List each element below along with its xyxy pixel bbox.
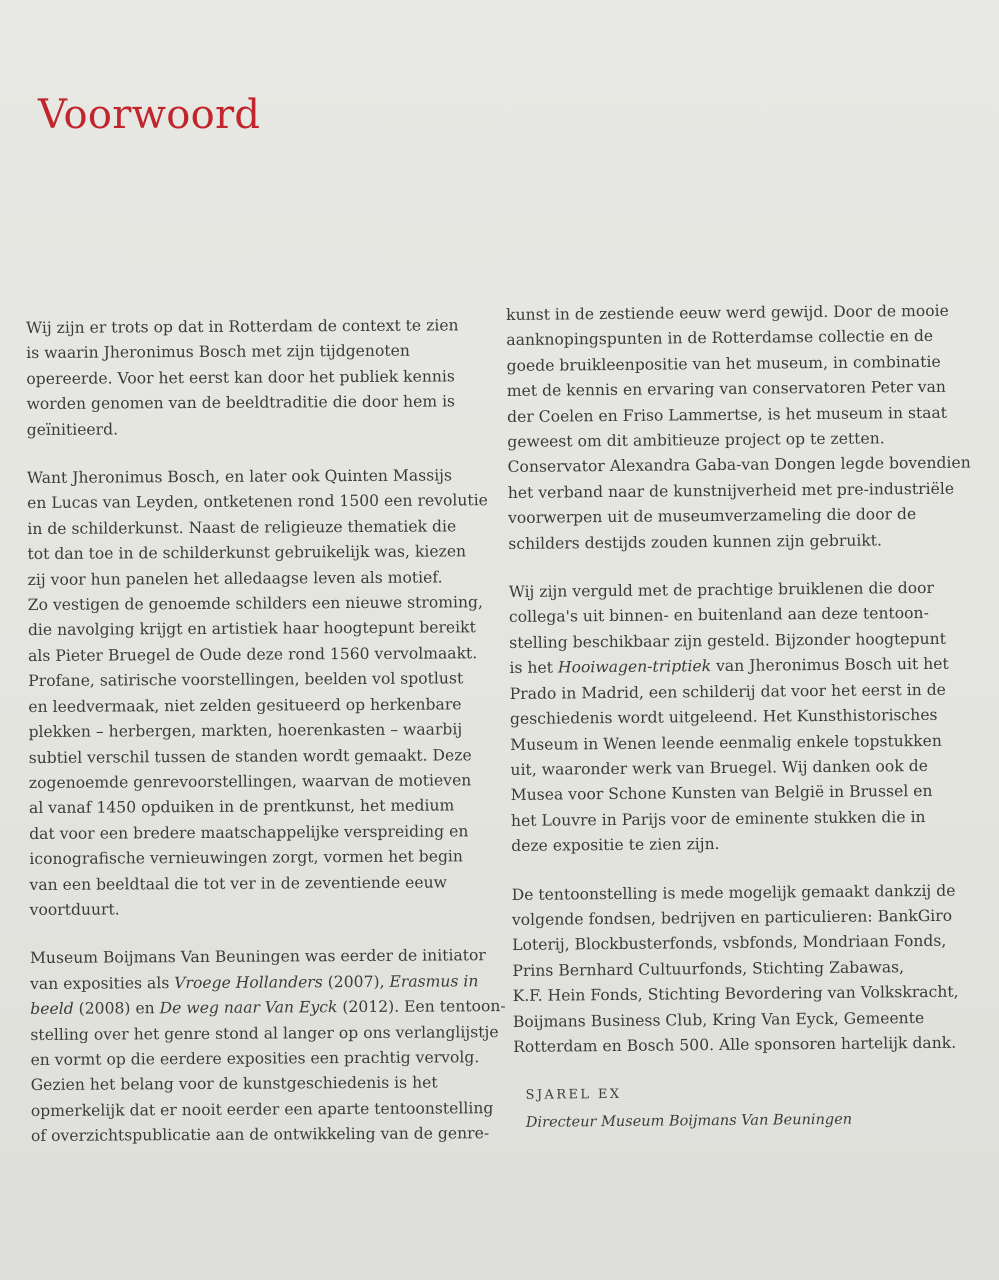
text-line: met de kennis en ervaring van conservatoren Peter van (506, 378, 946, 401)
text-line: dat voor een bredere maatschappelijke verspreiding en (29, 822, 469, 843)
text-line: opmerkelijk dat er nooit eerder een aparte tentoonstelling (30, 1098, 494, 1120)
text-line: het verband naar de kunstnijverheid met pre-industriële (507, 479, 955, 502)
text-line: Museum Boijmans Van Beuningen was eerder de initiator (29, 946, 486, 968)
text-line: geschiedenis wordt uitgeleend. Het Kunsthistorisches (509, 705, 938, 729)
text-line: De tentoonstelling is mede mogelijk gemaakt dankzij de (511, 881, 956, 904)
text-line: K.F. Hein Fonds, Stichting Bevordering van Volkskracht, (512, 982, 959, 1006)
exhibition-title: De weg naar Van Eyck (159, 998, 338, 1018)
text-line: stelling over het genre stond al langer op ons verlanglijstje (30, 1022, 499, 1044)
text-line: in de schilderkunst. Naast de religieuze thematiek die (27, 517, 457, 538)
text-line: voortduurt. (29, 900, 120, 919)
text-line: deze expositie te zien zijn. (511, 835, 720, 856)
text-line: subtiel verschil tussen de standen wordt gemaakt. Deze (28, 745, 472, 767)
text-line: geweest om dit ambitieuze project op te zetten. (507, 429, 885, 452)
text-line: van exposities als Vroege Hollanders (2007), Erasmus in (30, 971, 479, 993)
exhibition-title: beeld (30, 999, 74, 1019)
signatory-role: Directeur Museum Boijmans Van Beuningen (525, 1111, 853, 1131)
text-line: en Lucas van Leyden, ontketenen rond 1500 een revolutie (27, 491, 488, 513)
text-line: zij voor hun panelen het alledaagse leven als motief. (27, 568, 443, 589)
exhibition-title: Vroege Hollanders (174, 972, 323, 992)
right-column (506, 298, 984, 1136)
text-line: stelling beschikbaar zijn gesteld. Bijzonder hoogtepunt (509, 629, 947, 652)
text-line: die navolging krijgt en artistiek haar hoogtepunt bereikt (27, 618, 476, 640)
text-line: van een beeldtaal die tot ver in de zeventiende eeuw (29, 872, 448, 894)
text-line: schilders destijds zouden kunnen zijn gebruikt. (508, 531, 883, 553)
paragraph-continuation (506, 298, 978, 557)
text-line: en vormt op die eerdere exposities een prachtig vervolg. (30, 1048, 480, 1069)
text-line: volgende fondsen, bedrijven en particulieren: BankGiro (511, 906, 953, 929)
text-line: Loterij, Blockbusterfonds, vsbfonds, Mondriaan Fonds, (512, 932, 947, 955)
page-title: Voorwoord (38, 92, 261, 138)
text-line: Profane, satirische voorstellingen, beelden vol spotlust (28, 669, 464, 691)
text-line: opereerde. Voor het eerst kan door het publiek kennis (26, 367, 455, 388)
text-line: kunst in de zestiende eeuw werd gewijd. Door de mooie (506, 301, 949, 324)
text-line: of overzichtspublicatie aan de ontwikkeling van de genre- (30, 1124, 490, 1146)
text-line: Museum in Wenen leende eenmalig enkele topstukken (510, 731, 942, 754)
text-line: is het Hooiwagen-triptiek van Jheronimus Bosch uit het (509, 655, 949, 678)
left-column (26, 313, 511, 1173)
text-line: collega's uit binnen- en buitenland aan deze tentoon- (508, 604, 929, 627)
text-line: Rotterdam en Bosch 500. Alle sponsoren hartelijk dank. (513, 1033, 957, 1056)
paragraph-intro (26, 313, 507, 443)
text-line: iconografische vernieuwingen zorgt, vormen het begin (29, 847, 464, 869)
text-line: Boijmans Business Club, Kring Van Eyck, Gemeente (512, 1008, 925, 1031)
text-line: geïnitieerd. (26, 420, 119, 439)
text-line: Prins Bernhard Cultuurfonds, Stichting Zabawas, (512, 957, 905, 980)
paragraph-loans (509, 576, 982, 860)
paragraph-museum-history (30, 943, 511, 1149)
text-line: Wij zijn verguld met de prachtige bruiklenen die door (508, 578, 934, 602)
artwork-title: Hooiwagen-triptiek (557, 657, 712, 677)
text-line: is waarin Jheronimus Bosch met zijn tijdgenoten (26, 342, 410, 363)
text-line: tot dan toe in de schilderkunst gebruikelijk was, kiezen (27, 542, 467, 564)
text-line: en leedvermaak, niet zelden gesitueerd op herkenbare (28, 695, 462, 716)
text-line: aanknopingspunten in de Rotterdamse collectie en de (506, 327, 934, 350)
text-line: Prado in Madrid, een schilderij dat voor het eerst in de (509, 680, 946, 703)
paragraph-sponsors (512, 878, 984, 1060)
text-line: Want Jheronimus Bosch, en later ook Quinten Massijs (26, 466, 453, 488)
text-line: worden genomen van de beeldtraditie die door hem is (26, 392, 456, 414)
text-line: het Louvre in Parijs voor de eminente stukken die in (510, 807, 926, 830)
text-line: goede bruikleenpositie van het museum, in combinatie (506, 352, 941, 375)
text-line: Gezien het belang voor de kunstgeschiedenis is het (30, 1073, 438, 1095)
text-line: plekken – herbergen, markten, hoerenkasten – waarbij (28, 720, 463, 742)
signature-block (513, 1079, 983, 1136)
text-line: Conservator Alexandra Gaba-van Dongen legde bovendien (507, 453, 971, 477)
text-line: als Pieter Bruegel de Oude deze rond 1560 vervolmaakt. (28, 644, 478, 665)
exhibition-title: Erasmus in (389, 971, 479, 991)
text-line: uit, waaronder werk van Bruegel. Wij danken ook de (510, 756, 928, 779)
text-line: voorwerpen uit de museumverzameling die door de (507, 505, 917, 528)
text-line: Musea voor Schone Kunsten van België in Brussel en (510, 782, 933, 805)
text-line: al vanaf 1450 opduiken in de prentkunst, het medium (28, 796, 455, 818)
text-line: zogenoemde genrevoorstellingen, waarvan de motieven (28, 771, 472, 792)
text-line: Zo vestigen de genoemde schilders een nieuwe stroming, (27, 593, 484, 615)
text-line: Wij zijn er trots op dat in Rotterdam de context te zien (26, 316, 459, 337)
paragraph-revolution (27, 463, 510, 923)
text-line: beeld (2008) en De weg naar Van Eyck (2012). Een tentoon- (30, 997, 506, 1019)
signatory-name: SJAREL EX (525, 1087, 622, 1104)
text-line: der Coelen en Friso Lammertse, is het museum in staat (507, 403, 948, 426)
